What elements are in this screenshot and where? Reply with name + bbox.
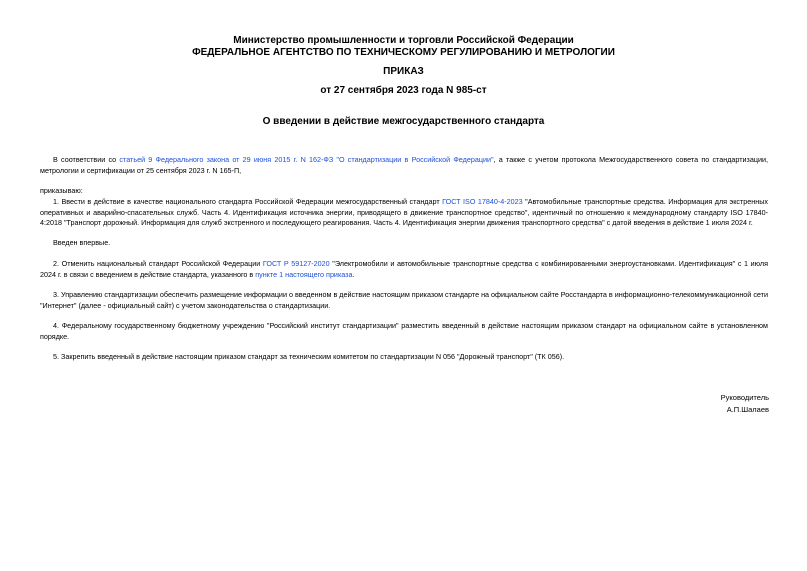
ministry-name: Министерство промышленности и торговли Российской Федерации <box>233 35 574 46</box>
introduced-note <box>40 238 768 249</box>
preamble-text-end: , а также с учетом протокола Межгосударственного совета по стандартизации, метрологии и сертификации от 25 сентября 2023 г. N 165-П, <box>40 155 768 175</box>
document-date-number: от 27 сентября 2023 года N 985-ст <box>320 85 487 96</box>
document-title: О введении в действие межгосударственного стандарта <box>262 116 545 127</box>
p2-text: 2. Отменить национальный стандарт Российской Федерации <box>53 259 263 268</box>
document-type: ПРИКАЗ <box>383 66 424 77</box>
paragraph-2 <box>40 259 768 280</box>
signatory-name: А.П.Шалаев <box>726 405 769 414</box>
p3-text: 3. Управлению стандартизации обеспечить размещение информации о введенном в действие настоящим приказом стандарте на официальном сайте Росстандарта в информационно-телекоммуникационной сети "Интернет" (далее - официальный сайт) с учетом законодательства о стандартизации. <box>40 290 768 310</box>
signature-block <box>721 392 769 416</box>
preamble-text: В соответствии со <box>53 155 120 164</box>
gost-iso-17840-link[interactable]: ГОСТ ISO 17840-4-2023 <box>442 197 523 206</box>
p2-text-end: . <box>352 269 355 279</box>
p2-text-mid: "Электромобили и автомобильные транспортные средства с комбинированными энергоустановками. Идентификация" с 1 июля 2024 г. в связи с введением в действие стандарта, указанного в <box>40 259 768 279</box>
paragraph-1 <box>40 197 768 229</box>
p4-text: 4. Федеральному государственному бюджетному учреждению "Российский институт стандартизации" разместить введенный в действие настоящим приказом стандарт на официальном сайте в установленном порядке. <box>40 321 768 341</box>
p1-text-end: "Автомобильные транспортные средства. Информация для экстренных оперативных и аварийно-спасательных служб. Часть 4. Идентификация источника энергии, приводящего в движение транспортное средство", идентичный по отношению к международному стандарту ISO 17840-4:2018 "Транспорт дорожный. Информация для служб экстренного и последующего реагирования. Часть 4. Идентификация энергии движения транспортного средства" с датой введения в действие 1 июля 2024 г. <box>40 197 768 227</box>
federal-law-link[interactable]: статьей 9 Федерального закона от 29 июня 2015 г. N 162-ФЗ "О стандартизации в Российской Федерации" <box>119 155 494 164</box>
preamble-paragraph <box>40 155 768 176</box>
paragraph-5 <box>40 352 768 363</box>
agency-name: ФЕДЕРАЛЬНОЕ АГЕНТСТВО ПО ТЕХНИЧЕСКОМУ РЕГУЛИРОВАНИЮ И МЕТРОЛОГИИ <box>192 47 615 58</box>
paragraph-4 <box>40 321 768 342</box>
p1-text: 1. Ввести в действие в качестве национального стандарта Российской Федерации межгосударственный стандарт <box>53 197 443 206</box>
introduced-text: Введен впервые. <box>53 238 111 247</box>
p5-text: 5. Закрепить введенный в действие настоящим приказом стандарт за техническим комитетом по стандартизации N 056 "Дорожный транспорт" (ТК 056). <box>53 352 565 361</box>
order-word: приказываю: <box>40 186 83 195</box>
point-1-link[interactable]: пункте 1 настоящего приказа <box>255 269 353 279</box>
signatory-role: Руководитель <box>720 393 769 402</box>
gost-r-59127-link[interactable]: ГОСТ Р 59127-2020 <box>262 259 330 268</box>
paragraph-3 <box>40 290 768 311</box>
